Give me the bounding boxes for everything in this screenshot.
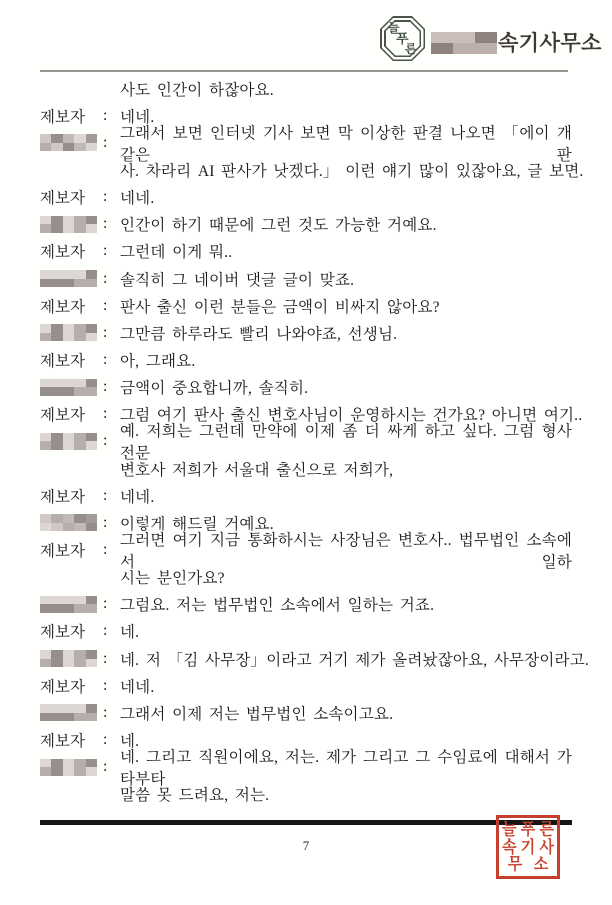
redaction-pixel — [453, 43, 464, 54]
redaction-pixel — [86, 604, 97, 613]
speaker-colon: : — [103, 486, 108, 504]
seal-char: 늘 — [502, 820, 517, 839]
redaction-pixel — [63, 767, 74, 776]
redaction-pixel — [86, 143, 97, 152]
transcript-row — [40, 319, 572, 346]
redaction-pixel — [51, 650, 62, 659]
redaction-pixel — [74, 704, 85, 713]
redaction-pixel — [63, 514, 74, 523]
redaction-pixel — [74, 433, 85, 442]
dialogue-text: 그만큼 하루라도 빨리 나와야죠, 선생님. — [120, 325, 398, 343]
company-name-suffix: 속기사무소 — [498, 31, 602, 55]
dialogue-text: 그럼요. 저는 법무법인 소속에서 일하는 거죠. — [120, 597, 435, 615]
redaction-pixel — [86, 596, 97, 605]
page-number: 7 — [302, 838, 310, 853]
redaction-pixel — [51, 224, 62, 233]
speaker-colon: : — [103, 106, 108, 124]
redaction-pixel — [40, 379, 51, 388]
redaction-pixel — [74, 713, 85, 722]
redaction-pixel — [40, 387, 51, 396]
redaction-pixel — [51, 143, 62, 152]
redaction-pixel — [74, 441, 85, 450]
redaction-pixel — [86, 270, 97, 279]
dialogue-text: 그러면 여기 지금 통화하시는 사장님은 변호사.. 법무법인 소속에서 일하 — [120, 531, 572, 571]
redaction-pixel — [86, 659, 97, 668]
redaction-pixel — [51, 523, 62, 532]
dialogue-text: 그런데 이게 뭐.. — [120, 244, 233, 262]
redaction-pixel — [51, 759, 62, 768]
dialogue-text: 아, 그래요. — [120, 352, 196, 370]
speaker-colon: : — [103, 540, 108, 558]
redaction-pixel — [74, 333, 85, 342]
redaction-pixel — [431, 32, 442, 43]
redaction-pixel — [63, 279, 74, 288]
logo-char: 른 — [405, 42, 417, 56]
redaction-pixel — [74, 324, 85, 333]
redaction-pixel — [63, 387, 74, 396]
speaker-name: 제보자 — [40, 108, 85, 126]
transcript-row — [40, 292, 572, 319]
redaction-pixel — [453, 32, 464, 43]
redaction-pixel — [40, 270, 51, 279]
redaction-pixel — [442, 43, 453, 54]
dialogue-text: 시는 분인가요? — [120, 570, 225, 588]
redaction-pixel — [63, 441, 74, 450]
speaker-colon: : — [103, 350, 108, 368]
transcript-row — [40, 749, 572, 789]
speaker-name-redacted — [40, 704, 103, 721]
speaker-name: 제보자 — [40, 298, 85, 316]
redaction-pixel — [63, 596, 74, 605]
redaction-pixel — [74, 134, 85, 143]
speaker-name: 제보자 — [40, 352, 85, 370]
speaker-colon: : — [103, 703, 108, 721]
transcript-row — [40, 346, 572, 373]
redaction-pixel — [51, 767, 62, 776]
dialogue-text: 이렇게 해드릴 거예요. — [120, 515, 274, 533]
seal-script-row — [502, 839, 554, 855]
dialogue-text: 그래서 보면 인터넷 기사 보면 막 이상한 판결 나오면 「에이 개 같은 판 — [120, 124, 572, 164]
redaction-pixel — [51, 379, 62, 388]
seal-script-row — [502, 822, 554, 838]
redaction-pixel — [63, 523, 74, 532]
redaction-pixel — [86, 333, 97, 342]
redaction-pixel — [40, 604, 51, 613]
redaction-pixel — [40, 279, 51, 288]
transcript-row — [40, 374, 572, 401]
redaction-pixel — [74, 143, 85, 152]
logo-char: 푸 — [396, 31, 409, 46]
redaction-pixel — [86, 713, 97, 722]
transcript-body — [40, 75, 589, 808]
redaction-pixel — [86, 650, 97, 659]
redaction-pixel — [40, 333, 51, 342]
redaction-pixel — [63, 713, 74, 722]
redaction-pixel — [40, 324, 51, 333]
redaction-pixel — [40, 224, 51, 233]
redaction-pixel — [74, 650, 85, 659]
transcript-row — [40, 265, 572, 292]
dialogue-text: 네. 저 「김 사무장」이라고 거기 제가 올려놨잖아요, 사무장이라고. — [120, 651, 589, 669]
speaker-colon: : — [103, 323, 108, 341]
redaction-pixel — [40, 650, 51, 659]
transcript-row — [40, 591, 572, 618]
redaction-pixel — [51, 441, 62, 450]
footer-divider — [40, 820, 572, 825]
transcript-row — [40, 482, 572, 509]
company-logo-icon — [380, 16, 425, 61]
speaker-name: 제보자 — [40, 244, 85, 262]
redaction-block — [40, 759, 97, 776]
redaction-pixel — [51, 270, 62, 279]
redaction-pixel — [40, 433, 51, 442]
redaction-pixel — [63, 379, 74, 388]
redaction-pixel — [431, 43, 442, 54]
redaction-pixel — [486, 43, 497, 54]
speaker-name: 제보자 — [40, 678, 85, 696]
speaker-colon: : — [103, 676, 108, 694]
company-name-redaction — [431, 32, 497, 54]
speaker-colon: : — [103, 133, 108, 151]
speaker-colon: : — [103, 432, 108, 450]
speaker-colon: : — [103, 405, 108, 423]
redaction-pixel — [74, 270, 85, 279]
speaker-colon: : — [103, 595, 108, 613]
redaction-pixel — [63, 270, 74, 279]
redaction-pixel — [63, 333, 74, 342]
redaction-pixel — [74, 216, 85, 225]
transcript-row — [40, 238, 572, 265]
speaker-name-redacted — [40, 270, 103, 287]
speaker-colon: : — [103, 758, 108, 776]
speaker-name: 제보자 — [40, 407, 85, 425]
transcript-row — [40, 672, 572, 699]
redaction-pixel — [63, 216, 74, 225]
redaction-pixel — [74, 514, 85, 523]
redaction-pixel — [74, 523, 85, 532]
redaction-pixel — [51, 659, 62, 668]
speaker-name: 제보자 — [40, 488, 85, 506]
redaction-pixel — [63, 604, 74, 613]
redaction-pixel — [74, 224, 85, 233]
dialogue-text: 그래서 이제 저는 법무법인 소속이고요. — [120, 705, 394, 723]
dialogue-text: 금액이 중요합니까, 솔직히. — [120, 380, 309, 398]
dialogue-text: 인간이 하기 때문에 그런 것도 가능한 거예요. — [120, 217, 437, 235]
dialogue-text: 네네. — [120, 488, 155, 506]
redaction-pixel — [63, 134, 74, 143]
transcript-row — [40, 618, 572, 645]
seal-char: 속 — [502, 837, 517, 857]
transcript-row — [40, 75, 572, 102]
redaction-pixel — [74, 767, 85, 776]
speaker-colon: : — [103, 296, 108, 314]
redaction-pixel — [86, 704, 97, 713]
redaction-pixel — [86, 514, 97, 523]
redaction-pixel — [86, 324, 97, 333]
seal-char: 기 — [520, 837, 536, 857]
speaker-name: 제보자 — [40, 542, 85, 560]
redaction-pixel — [40, 441, 51, 450]
dialogue-text: 네네. — [120, 108, 155, 126]
speaker-colon: : — [103, 649, 108, 667]
transcript-row — [40, 211, 572, 238]
redaction-pixel — [51, 704, 62, 713]
speaker-name-redacted — [40, 216, 103, 233]
redaction-pixel — [51, 433, 62, 442]
redaction-pixel — [63, 143, 74, 152]
redaction-pixel — [51, 713, 62, 722]
transcript-row — [40, 156, 584, 183]
redaction-pixel — [51, 333, 62, 342]
transcript-row — [40, 184, 572, 211]
redaction-pixel — [74, 759, 85, 768]
redaction-pixel — [74, 596, 85, 605]
redaction-block — [40, 433, 97, 450]
redaction-pixel — [51, 514, 62, 523]
redaction-pixel — [40, 216, 51, 225]
seal-char: 푸 — [520, 820, 536, 839]
seal-script-row — [502, 856, 554, 872]
redaction-pixel — [63, 324, 74, 333]
redaction-pixel — [63, 224, 74, 233]
redaction-pixel — [475, 43, 486, 54]
speaker-name-redacted — [40, 596, 103, 613]
redaction-pixel — [40, 659, 51, 668]
speaker-name: 제보자 — [40, 624, 85, 642]
speaker-name-redacted — [40, 433, 103, 450]
transcript-row — [40, 645, 589, 672]
redaction-pixel — [86, 134, 97, 143]
redaction-pixel — [486, 32, 497, 43]
redaction-pixel — [86, 216, 97, 225]
redaction-pixel — [475, 32, 486, 43]
dialogue-text: 변호사 저희가 서울대 출신으로 저희가, — [120, 461, 394, 479]
redaction-pixel — [86, 224, 97, 233]
redaction-pixel — [464, 43, 475, 54]
redaction-pixel — [86, 279, 97, 288]
transcript-row — [40, 564, 572, 591]
redaction-pixel — [51, 596, 62, 605]
redaction-pixel — [86, 387, 97, 396]
redaction-pixel — [51, 216, 62, 225]
redaction-block — [40, 514, 97, 531]
redaction-pixel — [51, 279, 62, 288]
dialogue-text: 네네. — [120, 678, 155, 696]
redaction-pixel — [442, 32, 453, 43]
dialogue-text: 말씀 못 드려요, 저는. — [120, 787, 270, 805]
redaction-block — [40, 650, 97, 667]
transcript-row — [40, 699, 572, 726]
dialogue-text: 네. — [120, 624, 140, 642]
redaction-pixel — [40, 704, 51, 713]
company-seal-stamp — [496, 815, 560, 879]
seal-char: 무 — [507, 855, 523, 874]
redaction-pixel — [63, 659, 74, 668]
redaction-pixel — [86, 759, 97, 768]
speaker-name-redacted — [40, 650, 103, 667]
speaker-colon: : — [103, 378, 108, 396]
redaction-block — [40, 379, 97, 396]
speaker-name-redacted — [40, 759, 103, 776]
seal-char: 른 — [539, 820, 554, 839]
logo-char: 늘 — [388, 21, 400, 35]
redaction-pixel — [51, 387, 62, 396]
redaction-pixel — [51, 134, 62, 143]
transcript-row — [40, 781, 572, 808]
speaker-name: 제보자 — [40, 732, 85, 750]
speaker-colon: : — [103, 622, 108, 640]
header-divider — [40, 70, 568, 72]
redaction-block — [40, 134, 97, 151]
seal-char: 소 — [533, 855, 549, 874]
dialogue-text: 네. 그리고 직원이에요, 저는. 제가 그리고 그 수임료에 대해서 가타부타 — [120, 749, 572, 789]
redaction-pixel — [74, 604, 85, 613]
dialogue-text: 네. — [120, 732, 140, 750]
dialogue-text: 예. 저희는 그런데 만약에 이제 좀 더 싸게 하고 싶다. 그럼 형사 전문 — [120, 423, 572, 463]
redaction-block — [40, 596, 97, 613]
transcript-row — [40, 455, 572, 482]
redaction-pixel — [51, 604, 62, 613]
transcript-row — [40, 423, 572, 463]
redaction-pixel — [40, 767, 51, 776]
dialogue-text: 네네. — [120, 190, 155, 208]
transcript-row — [40, 124, 572, 164]
redaction-pixel — [74, 387, 85, 396]
redaction-pixel — [86, 523, 97, 532]
redaction-pixel — [86, 767, 97, 776]
speaker-colon: : — [103, 730, 108, 748]
redaction-pixel — [74, 279, 85, 288]
redaction-pixel — [63, 759, 74, 768]
redaction-pixel — [86, 441, 97, 450]
company-title — [431, 31, 602, 55]
speaker-name-redacted — [40, 324, 103, 341]
speaker-name-redacted — [40, 379, 103, 396]
redaction-pixel — [86, 379, 97, 388]
dialogue-text: 그럼 여기 판사 출신 변호사님이 운영하시는 건가요? 아니면 여기.. — [120, 407, 583, 425]
speaker-colon: : — [103, 215, 108, 233]
redaction-pixel — [63, 433, 74, 442]
speaker-colon: : — [103, 188, 108, 206]
seal-char: 사 — [539, 837, 554, 857]
redaction-pixel — [40, 596, 51, 605]
redaction-pixel — [51, 324, 62, 333]
transcript-row — [40, 531, 572, 571]
redaction-pixel — [74, 379, 85, 388]
speaker-name-redacted — [40, 514, 103, 531]
redaction-block — [40, 704, 97, 721]
redaction-pixel — [74, 659, 85, 668]
speaker-colon: : — [103, 513, 108, 531]
speaker-name-redacted — [40, 134, 103, 151]
speaker-colon: : — [103, 269, 108, 287]
dialogue-text: 판사 출신 이런 분들은 금액이 비싸지 않아요? — [120, 298, 440, 316]
speaker-colon: : — [103, 242, 108, 260]
redaction-pixel — [63, 704, 74, 713]
redaction-pixel — [40, 134, 51, 143]
redaction-block — [40, 270, 97, 287]
redaction-pixel — [40, 523, 51, 532]
dialogue-text: 솔직히 그 네이버 댓글 글이 맞죠. — [120, 271, 355, 289]
speaker-name: 제보자 — [40, 190, 85, 208]
redaction-block — [40, 216, 97, 233]
dialogue-text: 사도 인간이 하잖아요. — [120, 81, 274, 99]
redaction-pixel — [86, 433, 97, 442]
redaction-pixel — [63, 650, 74, 659]
redaction-pixel — [40, 143, 51, 152]
dialogue-text: 사. 차라리 AI 판사가 낫겠다.」 이런 얘기 많이 있잖아요, 글 보면. — [120, 162, 584, 180]
redaction-pixel — [40, 514, 51, 523]
redaction-block — [40, 324, 97, 341]
redaction-pixel — [40, 759, 51, 768]
redaction-pixel — [40, 713, 51, 722]
redaction-pixel — [464, 32, 475, 43]
